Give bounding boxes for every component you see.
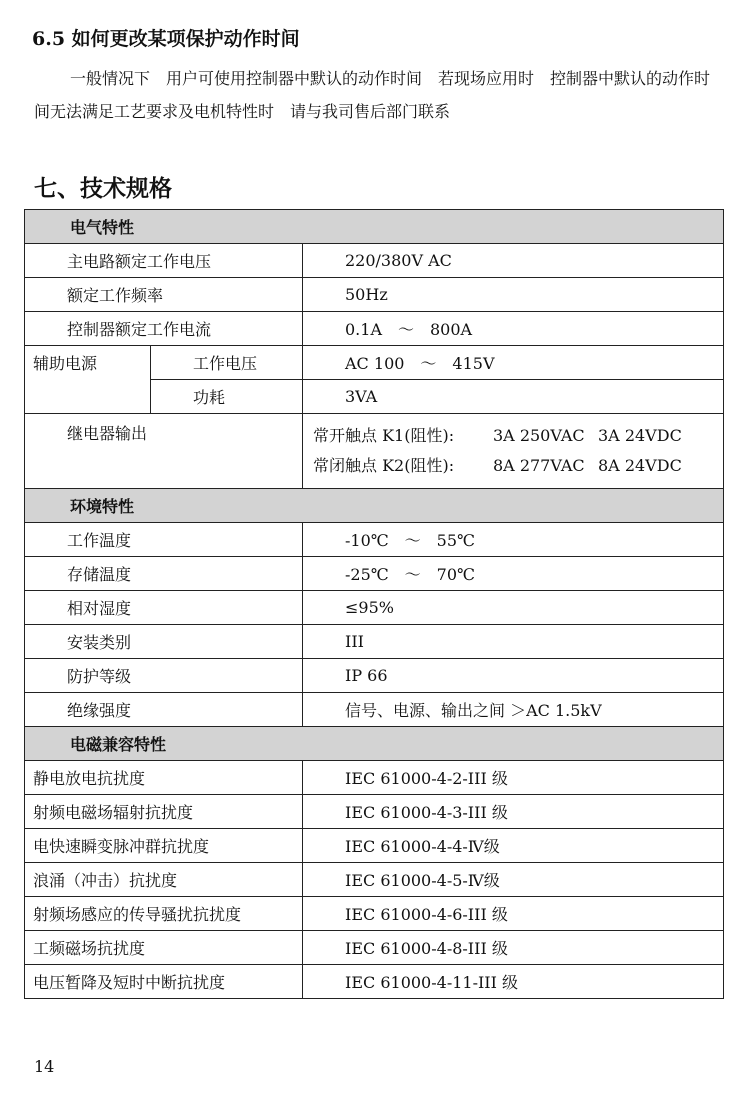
table-row — [25, 414, 724, 489]
row-value: -25℃ ～ 70℃ — [303, 557, 724, 591]
row-label: 浪涌（冲击）抗扰度 — [25, 863, 303, 897]
row-value: -10℃ ～ 55℃ — [303, 523, 724, 557]
row-value: IEC 61000-4-4-Ⅳ级 — [303, 829, 724, 863]
row-label: 相对湿度 — [25, 591, 303, 625]
group-header-label: 电磁兼容特性 — [25, 727, 724, 761]
section-title: 6.5 如何更改某项保护动作时间 — [32, 28, 300, 50]
row-label: 额定工作频率 — [25, 278, 303, 312]
row-value: IEC 61000-4-11-III 级 — [303, 965, 724, 999]
row-label: 控制器额定工作电流 — [25, 312, 303, 346]
row-value: ≤95% — [303, 591, 724, 625]
row-value: 0.1A ～ 800A — [303, 312, 724, 346]
page-number: 14 — [34, 1057, 55, 1076]
row-sublabel: 功耗 — [151, 380, 303, 414]
row-value: IEC 61000-4-5-Ⅳ级 — [303, 863, 724, 897]
table-row — [25, 591, 724, 625]
relay-rating: 3A 24VDC — [598, 426, 682, 445]
row-label: 射频电磁场辐射抗扰度 — [25, 795, 303, 829]
section-paragraph-text: 一般情况下 用户可使用控制器中默认的动作时间 若现场应用时 控制器中默认的动作时间无法满足工艺要求及电机特性时 请与我司售后部门联系 — [34, 69, 711, 121]
table-row — [25, 829, 724, 863]
table-row — [25, 625, 724, 659]
aux-power-label: 辅助电源 — [25, 346, 151, 414]
relay-output-label: 继电器输出 — [25, 414, 303, 489]
relay-line — [313, 451, 723, 481]
row-label: 电快速瞬变脉冲群抗扰度 — [25, 829, 303, 863]
table-row — [25, 761, 724, 795]
row-value: IEC 61000-4-8-III 级 — [303, 931, 724, 965]
row-sublabel: 工作电压 — [151, 346, 303, 380]
row-value: III — [303, 625, 724, 659]
row-value: IEC 61000-4-6-III 级 — [303, 897, 724, 931]
row-value: IEC 61000-4-3-III 级 — [303, 795, 724, 829]
chapter-title: 七、技术规格 — [34, 175, 172, 202]
relay-output-values — [303, 414, 724, 489]
table-row — [25, 659, 724, 693]
group-header-label: 电气特性 — [25, 210, 724, 244]
table-row — [25, 863, 724, 897]
table-row — [25, 931, 724, 965]
row-value: 220/380V AC — [303, 244, 724, 278]
relay-line — [313, 421, 723, 451]
row-label: 存储温度 — [25, 557, 303, 591]
row-label: 射频场感应的传导骚扰抗扰度 — [25, 897, 303, 931]
section-paragraph — [34, 62, 724, 128]
table-row — [25, 346, 724, 380]
row-value: IP 66 — [303, 659, 724, 693]
table-row — [25, 278, 724, 312]
table-row — [25, 312, 724, 346]
row-value: 信号、电源、输出之间 ＞AC 1.5kV — [303, 693, 724, 727]
relay-rating: 8A 24VDC — [598, 456, 682, 475]
row-label: 电压暂降及短时中断抗扰度 — [25, 965, 303, 999]
row-value: AC 100 ～ 415V — [303, 346, 724, 380]
relay-contact: 常开触点 K1(阻性): — [313, 426, 455, 445]
spec-table — [24, 209, 724, 999]
group-header-label: 环境特性 — [25, 489, 724, 523]
row-value: IEC 61000-4-2-III 级 — [303, 761, 724, 795]
table-row — [25, 557, 724, 591]
row-label: 静电放电抗扰度 — [25, 761, 303, 795]
relay-rating: 8A 277VAC — [493, 456, 585, 475]
table-row — [25, 693, 724, 727]
table-row — [25, 965, 724, 999]
row-label: 工作温度 — [25, 523, 303, 557]
row-value: 50Hz — [303, 278, 724, 312]
row-label: 绝缘强度 — [25, 693, 303, 727]
row-value: 3VA — [303, 380, 724, 414]
table-row — [25, 897, 724, 931]
table-row — [25, 244, 724, 278]
row-label: 安装类别 — [25, 625, 303, 659]
row-label: 主电路额定工作电压 — [25, 244, 303, 278]
group-header-electrical — [25, 210, 724, 244]
row-label: 防护等级 — [25, 659, 303, 693]
group-header-emc — [25, 727, 724, 761]
table-row — [25, 795, 724, 829]
relay-rating: 3A 250VAC — [493, 426, 585, 445]
table-row — [25, 523, 724, 557]
relay-contact: 常闭触点 K2(阻性): — [313, 456, 455, 475]
row-label: 工频磁场抗扰度 — [25, 931, 303, 965]
group-header-environment — [25, 489, 724, 523]
